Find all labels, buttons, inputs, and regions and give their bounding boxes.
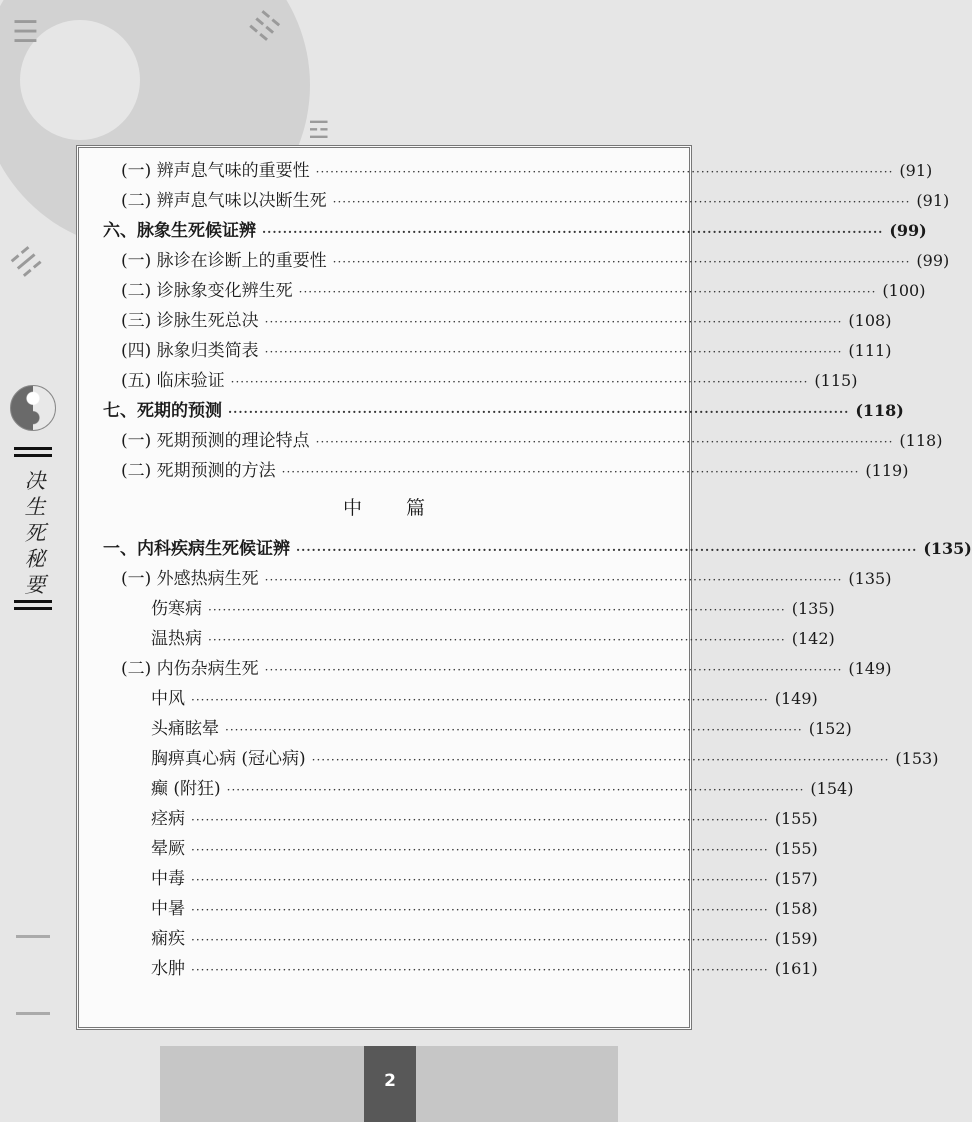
toc-entry <box>79 594 835 624</box>
toc-entry-label: 中暑 <box>151 899 185 919</box>
toc-leader-dots: ························································································································ <box>191 843 769 857</box>
toc-entry <box>79 684 818 714</box>
table-of-contents <box>79 156 972 984</box>
toc-leader-dots: ························································································································ <box>298 285 877 299</box>
toc-leader-dots: ························································································································ <box>264 663 843 677</box>
toc-leader-dots: ························································································································ <box>264 345 843 359</box>
toc-entry-page: (111) <box>848 341 892 360</box>
toc-leader-dots: ························································································································ <box>315 435 894 449</box>
toc-entry <box>79 534 972 564</box>
toc-part-1 <box>79 156 950 486</box>
trigram-icon: ☵ <box>5 240 49 285</box>
toc-entry <box>79 744 939 774</box>
toc-entry-page: (118) <box>855 401 904 420</box>
toc-entry <box>79 216 927 246</box>
toc-entry-page: (149) <box>848 659 892 678</box>
side-mark <box>16 1012 50 1015</box>
toc-entry <box>79 186 950 216</box>
toc-entry-page: (154) <box>810 779 854 798</box>
side-bar-divider <box>14 607 52 610</box>
toc-entry-label: (一) 外感热病生死 <box>121 569 259 589</box>
toc-entry-label: (二) 内伤杂病生死 <box>121 659 259 679</box>
toc-entry-label: (五) 临床验证 <box>121 371 225 391</box>
toc-entry <box>79 246 950 276</box>
toc-entry-page: (91) <box>899 161 933 180</box>
toc-entry-page: (161) <box>774 959 818 978</box>
toc-entry-page: (100) <box>882 281 926 300</box>
toc-entry-label: 痉病 <box>151 809 185 829</box>
toc-entry-label: 七、死期的预测 <box>103 401 222 421</box>
side-bar-divider <box>14 454 52 457</box>
toc-leader-dots: ························································································································ <box>311 753 890 767</box>
toc-entry-page: (115) <box>814 371 858 390</box>
toc-leader-dots: ························································································································ <box>191 813 769 827</box>
toc-entry <box>79 894 818 924</box>
yinyang-icon <box>10 385 56 431</box>
toc-leader-dots: ························································································································ <box>230 375 809 389</box>
toc-entry-page: (135) <box>848 569 892 588</box>
toc-entry <box>79 954 818 984</box>
toc-entry <box>79 714 852 744</box>
toc-entry-label: (一) 辨声息气味的重要性 <box>121 161 310 181</box>
toc-entry-label: 中风 <box>151 689 185 709</box>
toc-entry-label: 一、内科疾病生死候证辨 <box>103 539 290 559</box>
toc-leader-dots: ························································································································ <box>264 315 843 329</box>
page-number: 2 <box>364 1046 416 1122</box>
toc-entry-page: (119) <box>865 461 909 480</box>
toc-entry-page: (108) <box>848 311 892 330</box>
trigram-icon: ☷ <box>242 4 286 49</box>
toc-entry-page: (118) <box>899 431 943 450</box>
toc-entry-label: (二) 死期预测的方法 <box>121 461 276 481</box>
toc-entry-page: (99) <box>916 251 950 270</box>
toc-leader-dots: ························································································································ <box>228 405 850 419</box>
toc-leader-dots: ························································································································ <box>191 873 769 887</box>
toc-leader-dots: ························································································································ <box>264 573 843 587</box>
toc-entry-label: (一) 死期预测的理论特点 <box>121 431 310 451</box>
toc-entry <box>79 156 933 186</box>
toc-entry-label: (四) 脉象归类简表 <box>121 341 259 361</box>
trigram-icon: ☰ <box>12 15 39 50</box>
toc-entry <box>79 864 818 894</box>
toc-entry <box>79 276 926 306</box>
toc-leader-dots: ························································································································ <box>208 603 786 617</box>
toc-entry-label: 癫 (附狂) <box>151 779 221 799</box>
toc-entry <box>79 804 818 834</box>
toc-entry <box>79 396 904 426</box>
toc-leader-dots: ························································································································ <box>262 225 884 239</box>
toc-entry <box>79 306 892 336</box>
toc-entry-label: (二) 诊脉象变化辨生死 <box>121 281 293 301</box>
toc-entry-page: (153) <box>895 749 939 768</box>
toc-leader-dots: ························································································································ <box>191 963 769 977</box>
toc-entry <box>79 654 892 684</box>
toc-entry-label: 晕厥 <box>151 839 185 859</box>
side-bar-divider <box>14 600 52 603</box>
toc-leader-dots: ························································································································ <box>191 933 769 947</box>
toc-entry-page: (135) <box>923 539 972 558</box>
toc-leader-dots: ························································································································ <box>332 195 911 209</box>
toc-part-2 <box>79 534 972 984</box>
toc-panel <box>76 145 972 1030</box>
toc-leader-dots: ························································································································ <box>281 465 860 479</box>
toc-entry <box>79 426 943 456</box>
toc-entry <box>79 924 818 954</box>
toc-entry <box>79 366 858 396</box>
toc-entry-page: (142) <box>791 629 835 648</box>
toc-leader-dots: ························································································································ <box>315 165 894 179</box>
toc-leader-dots: ························································································································ <box>296 543 918 557</box>
toc-entry-label: 中毒 <box>151 869 185 889</box>
toc-entry-label: 胸痹真心病 (冠心病) <box>151 749 306 769</box>
toc-entry-page: (155) <box>774 839 818 858</box>
book-title-vertical: 决生死秘要 <box>24 469 46 597</box>
side-mark <box>16 935 50 938</box>
toc-leader-dots: ························································································································ <box>332 255 911 269</box>
toc-entry-label: (二) 辨声息气味以决断生死 <box>121 191 327 211</box>
toc-entry-page: (155) <box>774 809 818 828</box>
toc-entry-page: (152) <box>808 719 852 738</box>
toc-entry <box>79 834 818 864</box>
side-bar-divider <box>14 447 52 450</box>
toc-leader-dots: ························································································································ <box>208 633 786 647</box>
toc-leader-dots: ························································································································ <box>225 723 803 737</box>
toc-entry-label: (一) 脉诊在诊断上的重要性 <box>121 251 327 271</box>
toc-entry-label: 水肿 <box>151 959 185 979</box>
toc-entry-label: 痫疾 <box>151 929 185 949</box>
section-heading: 中篇 <box>342 497 469 519</box>
toc-entry-label: 伤寒病 <box>151 599 202 619</box>
toc-entry-page: (91) <box>916 191 950 210</box>
toc-entry <box>79 336 892 366</box>
toc-entry-page: (99) <box>889 221 927 240</box>
toc-entry-page: (158) <box>774 899 818 918</box>
toc-leader-dots: ························································································································ <box>226 783 805 797</box>
toc-entry-page: (135) <box>791 599 835 618</box>
toc-leader-dots: ························································································································ <box>191 693 769 707</box>
trigram-icon: ☲ <box>308 116 330 144</box>
toc-entry <box>79 456 909 486</box>
toc-entry-label: (三) 诊脉生死总决 <box>121 311 259 331</box>
toc-entry-label: 头痛眩晕 <box>151 719 219 739</box>
toc-entry <box>79 774 854 804</box>
toc-entry <box>79 624 835 654</box>
toc-entry-label: 温热病 <box>151 629 202 649</box>
toc-entry-page: (159) <box>774 929 818 948</box>
toc-leader-dots: ························································································································ <box>191 903 769 917</box>
toc-entry-page: (157) <box>774 869 818 888</box>
toc-entry-label: 六、脉象生死候证辨 <box>103 221 256 241</box>
toc-entry <box>79 564 892 594</box>
toc-entry-page: (149) <box>774 689 818 708</box>
